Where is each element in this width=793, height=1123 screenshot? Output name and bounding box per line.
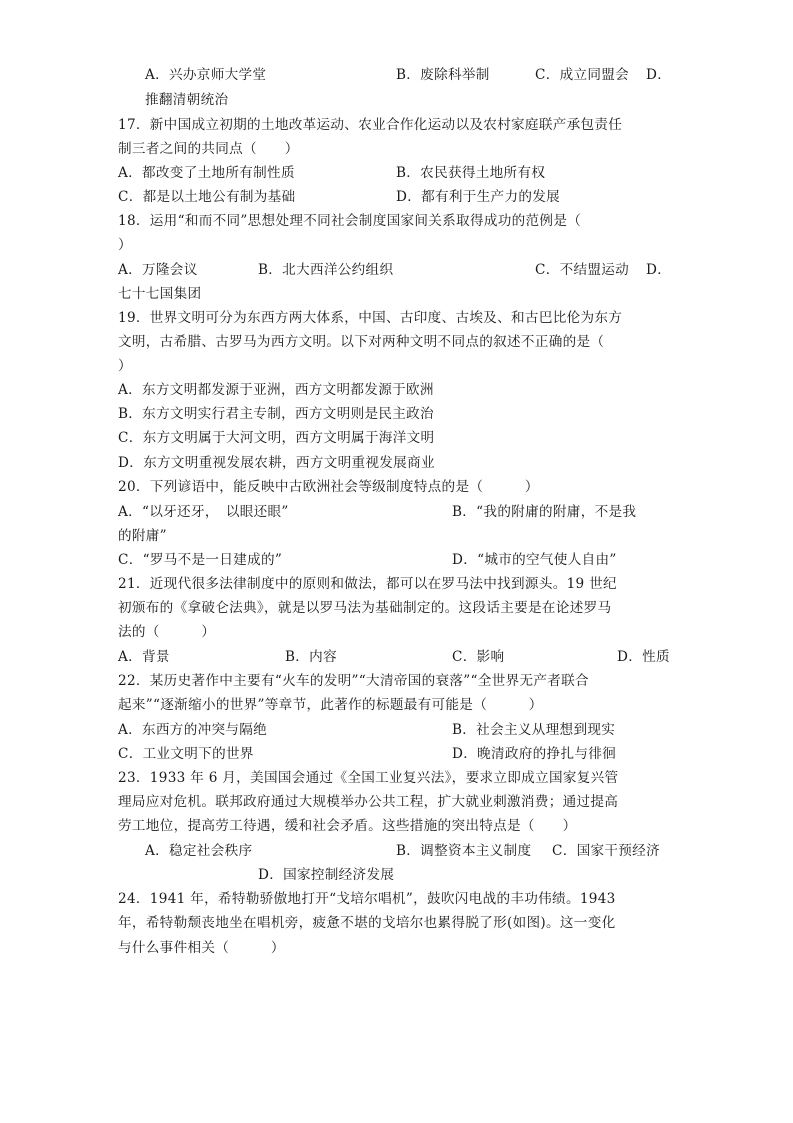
q17-stem-line2: 制三者之间的共同点（ ） [118,141,299,157]
q18-option-d-prefix[interactable]: D． [646,262,672,278]
q19-stem-line1: 19．世界文明可分为东西方两大体系，中国、古印度、古埃及、和古巴比伦为东方 [118,310,623,326]
q17-stem-line1: 17．新中国成立初期的土地改革运动、农业合作化运动以及农村家庭联产承包责任 [118,117,623,133]
q16-option-b[interactable]: B．废除科举制 [396,67,490,83]
q20-option-b-cont[interactable]: 的附庸” [118,528,167,544]
q16-option-d-text[interactable]: 推翻清朝统治 [145,92,229,108]
q21-option-c[interactable]: C．影响 [452,649,505,665]
q18-stem-line2: ） [118,237,132,253]
q21-option-b[interactable]: B．内容 [285,649,337,665]
q21-option-a[interactable]: A．背景 [118,649,170,665]
q24-stem-line3: 与什么事件相关（ ） [118,940,285,956]
q16-option-c[interactable]: C．成立同盟会 [535,67,630,83]
q19-stem-line3: ） [118,358,132,374]
q21-stem-line2: 初颁布的《拿破仑法典》，就是以罗马法为基础制定的。这段话主要是在论述罗马 [118,600,612,616]
q24-stem-line2: 年，希特勒颓丧地坐在唱机旁，疲惫不堪的戈培尔也累得脱了形(如图)。这一变化 [118,915,616,931]
q23-stem-line3: 劳工地位，提高劳工待遇，缓和社会矛盾。这些措施的突出特点是（ ） [118,818,577,834]
q21-stem-line1: 21．近现代很多法律制度中的原则和做法，都可以在罗马法中找到源头。19 世纪 [118,576,617,592]
q21-stem-line3: 法的（ ） [118,624,216,640]
q20-option-d[interactable]: D．“城市的空气使人自由” [452,552,617,568]
q23-stem-line1: 23．1933 年 6 月，美国国会通过《全国工业复兴法》，要求立即成立国家复兴管 [118,770,619,786]
q22-stem-line1: 22．某历史著作中主要有“火车的发明”“大清帝国的衰落”“全世界无产者联合 [118,673,589,689]
q20-option-b[interactable]: B．“我的附庸的附庸，不是我 [452,504,637,520]
q24-stem-line1: 24．1941 年，希特勒骄傲地打开“戈培尔唱机”，鼓吹闪电战的丰功伟绩。1943 [118,891,616,907]
q22-option-a[interactable]: A．东西方的冲突与隔绝 [118,722,268,738]
q20-option-a[interactable]: A．“以牙还牙， 以眼还眼” [118,504,289,520]
q23-option-c[interactable]: C．国家干预经济 [552,843,660,859]
q23-option-d[interactable]: D．国家控制经济发展 [258,867,395,883]
q21-option-d[interactable]: D．性质 [617,649,670,665]
q19-option-c[interactable]: C．东方文明属于大河文明，西方文明属于海洋文明 [118,430,435,446]
q19-stem-line2: 文明，古希腊、古罗马为西方文明。以下对两种文明不同点的叙述不正确的是（ [118,334,605,350]
q17-option-b[interactable]: B．农民获得土地所有权 [396,165,546,181]
q23-stem-line2: 理局应对危机。联邦政府通过大规模举办公共工程，扩大就业刺激消费；通过提高 [118,794,619,810]
q20-option-c[interactable]: C．“罗马不是一日建成的” [118,552,283,568]
q18-option-b[interactable]: B．北大西洋公约组织 [258,262,394,278]
q22-option-d[interactable]: D．晚清政府的挣扎与徘徊 [452,746,617,762]
q22-option-c[interactable]: C．工业文明下的世界 [118,746,254,762]
q18-option-a[interactable]: A．万隆会议 [118,262,198,278]
q19-option-a[interactable]: A．东方文明都发源于亚洲，西方文明都发源于欧洲 [118,382,434,398]
q18-option-d-text[interactable]: 七十七国集团 [118,286,202,302]
q18-option-c[interactable]: C．不结盟运动 [535,262,630,278]
q23-option-b[interactable]: B．调整资本主义制度 [396,843,532,859]
q17-option-c[interactable]: C．都是以土地公有制为基础 [118,189,296,205]
q16-option-a[interactable]: A．兴办京师大学堂 [145,67,267,83]
q23-option-a[interactable]: A．稳定社会秩序 [145,843,253,859]
q17-option-a[interactable]: A．都改变了土地所有制性质 [118,165,295,181]
q20-stem: 20．下列谚语中，能反映中古欧洲社会等级制度特点的是（ ） [118,479,539,495]
q17-option-d[interactable]: D．都有利于生产力的发展 [396,189,561,205]
q22-stem-line2: 起来”“逐渐缩小的世界”等章节，此著作的标题最有可能是（ ） [118,697,543,713]
q19-option-d[interactable]: D．东方文明重视发展农耕，西方文明重视发展商业 [118,455,435,471]
q16-option-d-prefix[interactable]: D． [646,67,672,83]
q18-stem-line1: 18．运用“和而不同”思想处理不同社会制度国家间关系取得成功的范例是（ [118,213,582,229]
q22-option-b[interactable]: B．社会主义从理想到现实 [452,722,616,738]
q19-option-b[interactable]: B．东方文明实行君主专制，西方文明则是民主政治 [118,406,434,422]
